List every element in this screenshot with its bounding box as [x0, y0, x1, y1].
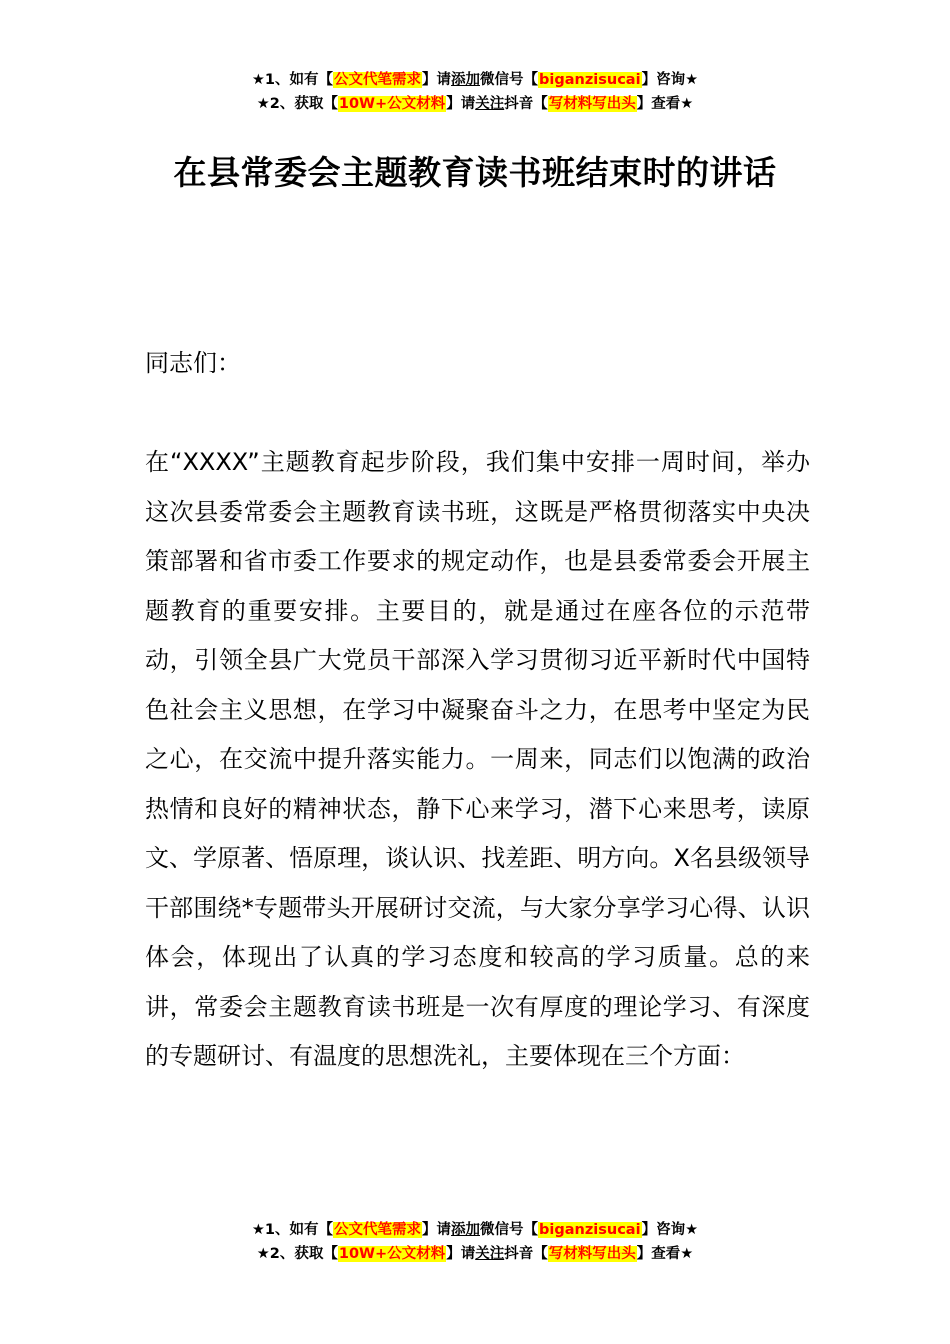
banner-line-2: ★2、获取【10W+公文材料】请关注抖音【写材料写出头】查看★ [256, 1246, 694, 1262]
header-banner [0, 68, 950, 116]
banner-highlight: biganzisucai [539, 1222, 641, 1238]
banner-underline: 添加 [451, 1222, 481, 1238]
greeting: 同志们： [145, 349, 241, 377]
banner-highlight: 写材料写出头 [548, 96, 636, 112]
banner-underline: 添加 [451, 72, 481, 88]
banner-underline: 关注 [475, 1246, 505, 1262]
banner-line-1: ★1、如有【公文代笔需求】请添加微信号【biganzisucai】咨询★ [251, 72, 699, 88]
banner-highlight: 10W+公文材料 [338, 96, 446, 112]
banner-highlight: 公文代笔需求 [334, 72, 422, 88]
banner-highlight: 写材料写出头 [548, 1246, 636, 1262]
banner-underline: 关注 [475, 96, 505, 112]
body-paragraph: 在“XXXX”主题教育起步阶段，我们集中安排一周时间，举办这次县委常委会主题教育读书班，这既是严格贯彻落实中央决策部署和省市委工作要求的规定动作，也是县委常委会开展主题教育的重要安排。主要目的，就是通过在座各位的示范带动，引领全县广大党员干部深入学习贯彻习近平新时代中国特色社会主义思想，在学习中凝聚奋斗之力，在思考中坚定为民之心，在交流中提升落实能力。一周来，同志们以饱满的政治热情和良好的精神状态，静下心来学习，潜下心来思考，读原文、学原著、悟原理，谈认识、找差距、明方向。X名县级领导干部围绕*专题带头开展研讨交流，与大家分享学习心得、认识体会，体现出了认真的学习态度和较高的学习质量。总的来讲，常委会主题教育读书班是一次有厚度的理论学习、有深度的专题研讨、有温度的思想洗礼，主要体现在三个方面： [145, 448, 810, 1070]
banner-highlight: 公文代笔需求 [334, 1222, 422, 1238]
banner-highlight: biganzisucai [539, 72, 641, 88]
banner-highlight: 10W+公文材料 [338, 1246, 446, 1262]
footer-banner [0, 1218, 950, 1266]
banner-line-2: ★2、获取【10W+公文材料】请关注抖音【写材料写出头】查看★ [256, 96, 694, 112]
banner-line-1: ★1、如有【公文代笔需求】请添加微信号【biganzisucai】咨询★ [251, 1222, 699, 1238]
document-title: 在县常委会主题教育读书班结束时的讲话 [173, 153, 777, 192]
